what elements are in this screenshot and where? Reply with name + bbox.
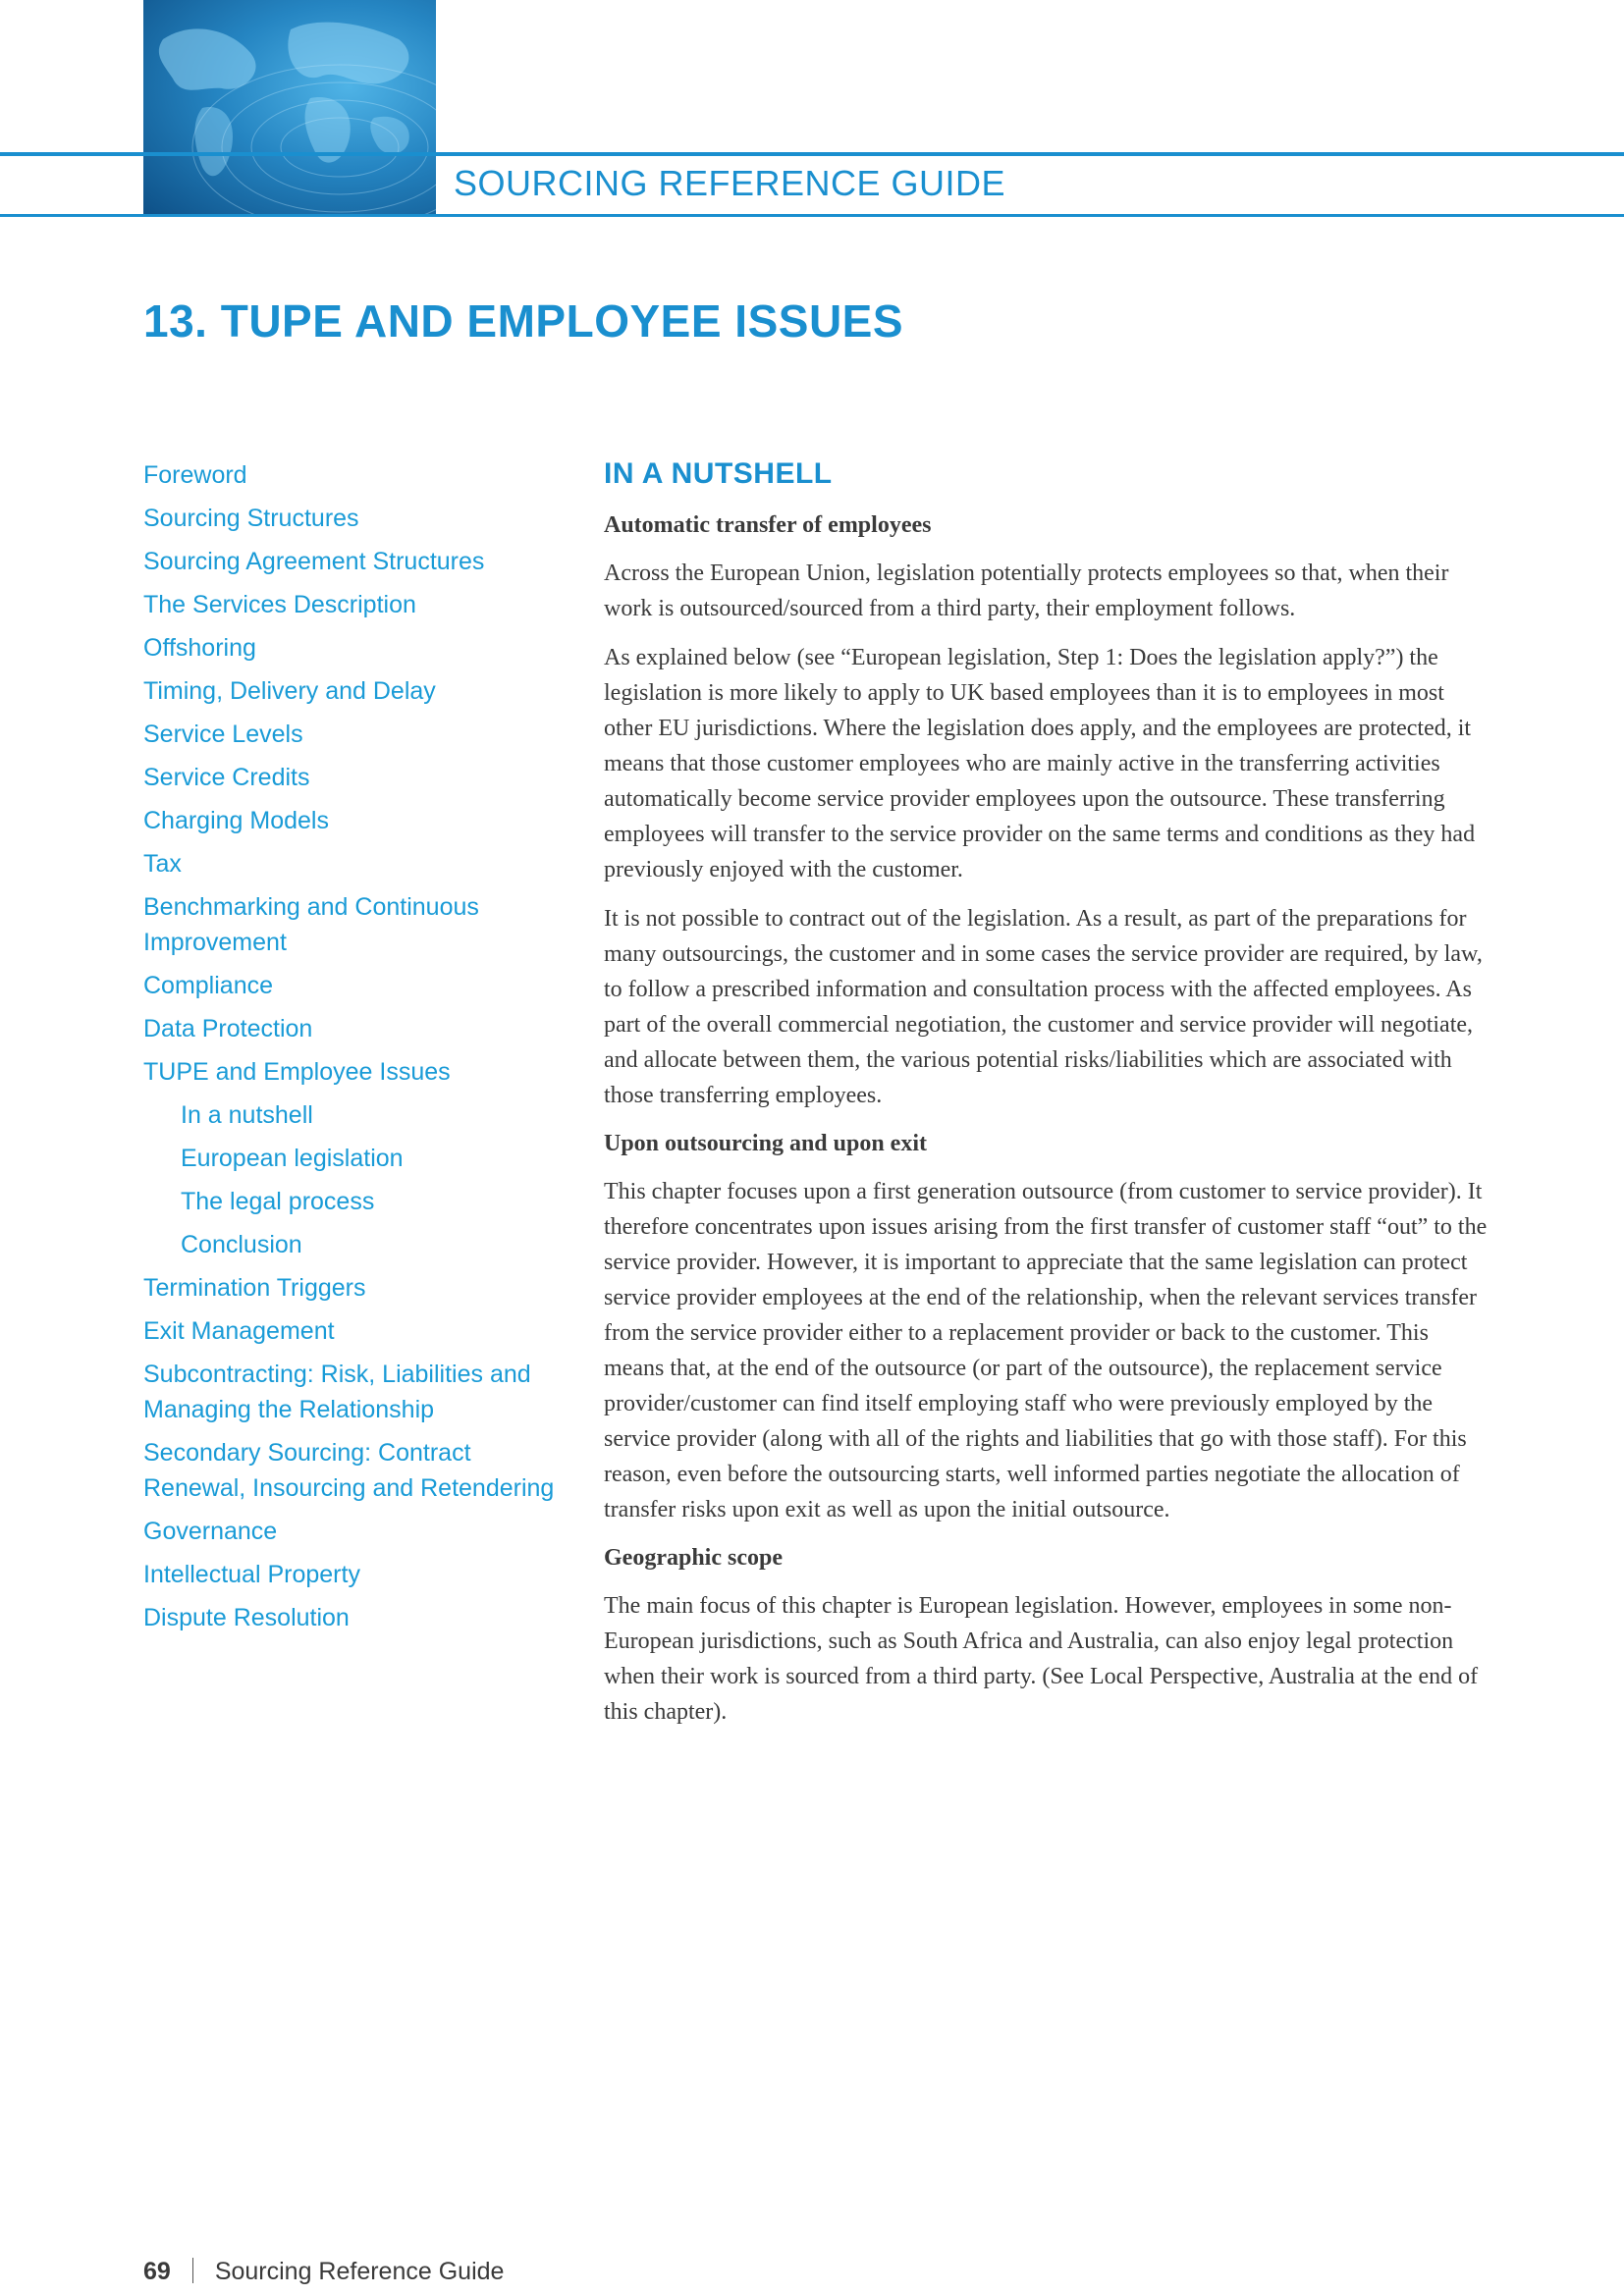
main-content	[604, 457, 1488, 1743]
toc-subitem-link[interactable]: European legislation	[181, 1145, 404, 1172]
content-blocks	[604, 508, 1488, 1730]
toc-item-link[interactable]: Service Levels	[143, 721, 303, 748]
globe-banner-image	[143, 0, 436, 217]
toc-item-link[interactable]: Dispute Resolution	[143, 1604, 350, 1631]
header-rule-top	[0, 152, 1624, 156]
paragraph: This chapter focuses upon a first generation outsource (from customer to service provider). It therefore concentrates upon issues arising from the first transfer of customer staff “out” to the service provider. However, it is important to appreciate that the same legislation can protect service provider employees at the end of the relationship, when the relevant services transfer from the service provider either to a replacement provider or back to the customer. This means that, at the end of the outsource (or part of the outsource), the replacement service provider/customer can find itself employing staff who were previously employed by the service provider (along with all of the rights and liabilities that go with those staff). For this reason, even before the outsourcing starts, well informed parties negotiate the allocation of transfer risks upon exit as well as upon the initial outsource.	[604, 1179, 1488, 1522]
header-rule-bottom	[0, 214, 1624, 217]
page-number: 69	[143, 2258, 171, 2285]
footer-text: Sourcing Reference Guide	[214, 2258, 505, 2285]
paragraph: Across the European Union, legislation potentially protects employees so that, when their work is outsourced/sourced from a third party, their employment follows.	[604, 561, 1449, 621]
paragraph: It is not possible to contract out of the legislation. As a result, as part of the preparations for many outsourcings, the customer and in some cases the service provider are required, by law, to follow a prescribed information and consultation process with the affected employees. As part of the overall commercial negotiation, the customer and service provider will negotiate, and allocate between them, the various potential risks/liabilities which are associated with those transferring employees.	[604, 906, 1483, 1108]
page-footer	[143, 2258, 504, 2286]
toc-item-link[interactable]: Data Protection	[143, 1015, 313, 1042]
paragraph: The main focus of this chapter is European legislation. However, employees in some non-European jurisdictions, such as South Africa and Australia, can also enjoy legal protection when their work is sourced from a third party. (See Local Perspective, Australia at the end of this chapter).	[604, 1593, 1479, 1725]
chapter-title: 13. TUPE AND EMPLOYEE ISSUES	[143, 295, 904, 347]
toc-item-link[interactable]: Secondary Sourcing: Contract Renewal, Insourcing and Retendering	[143, 1439, 555, 1502]
toc-item-link[interactable]: Governance	[143, 1518, 278, 1545]
footer-divider	[192, 2258, 193, 2283]
subheading: Automatic transfer of employees	[604, 512, 932, 538]
toc-item-link[interactable]: Foreword	[143, 461, 247, 489]
toc-item-link[interactable]: TUPE and Employee Issues	[143, 1058, 451, 1086]
toc-item-link[interactable]: Tax	[143, 850, 182, 878]
toc-subitem-link[interactable]: In a nutshell	[181, 1101, 313, 1129]
toc-item-link[interactable]: Sourcing Structures	[143, 505, 359, 532]
toc-item-link[interactable]: Charging Models	[143, 807, 329, 834]
toc-item-link[interactable]: Compliance	[143, 972, 274, 999]
toc-item-link[interactable]: Offshoring	[143, 634, 256, 662]
world-map-icon	[143, 0, 436, 217]
toc-item-link[interactable]: Subcontracting: Risk, Liabilities and Managing the Relationship	[143, 1361, 531, 1423]
toc-item-link[interactable]: Sourcing Agreement Structures	[143, 548, 485, 575]
toc-subitem-link[interactable]: Conclusion	[181, 1231, 302, 1258]
toc-item-link[interactable]: Exit Management	[143, 1317, 335, 1345]
toc-item-link[interactable]: Intellectual Property	[143, 1561, 360, 1588]
table-of-contents	[143, 457, 556, 1643]
guide-title: SOURCING REFERENCE GUIDE	[454, 163, 1006, 203]
toc-item-link[interactable]: Benchmarking and Continuous Improvement	[143, 893, 479, 956]
toc-item-link[interactable]: Timing, Delivery and Delay	[143, 677, 436, 705]
toc-item-link[interactable]: Termination Triggers	[143, 1274, 366, 1302]
subheading: Upon outsourcing and upon exit	[604, 1131, 927, 1156]
toc-item-link[interactable]: The Services Description	[143, 591, 416, 618]
subheading: Geographic scope	[604, 1545, 783, 1571]
toc-subitem-link[interactable]: The legal process	[181, 1188, 375, 1215]
toc-item-link[interactable]: Service Credits	[143, 764, 310, 791]
section-heading: IN A NUTSHELL	[604, 457, 833, 490]
paragraph: As explained below (see “European legislation, Step 1: Does the legislation apply?”) the legislation is more likely to apply to UK based employees than it is to employees in most other EU jurisdictions. Where the legislation does apply, and the employees are protected, it means that those customer employees who are mainly active in the transferring activities automatically become service provider employees upon the outsource. These transferring employees will transfer to the service provider on the same terms and conditions as they had previously enjoyed with the customer.	[604, 645, 1476, 882]
